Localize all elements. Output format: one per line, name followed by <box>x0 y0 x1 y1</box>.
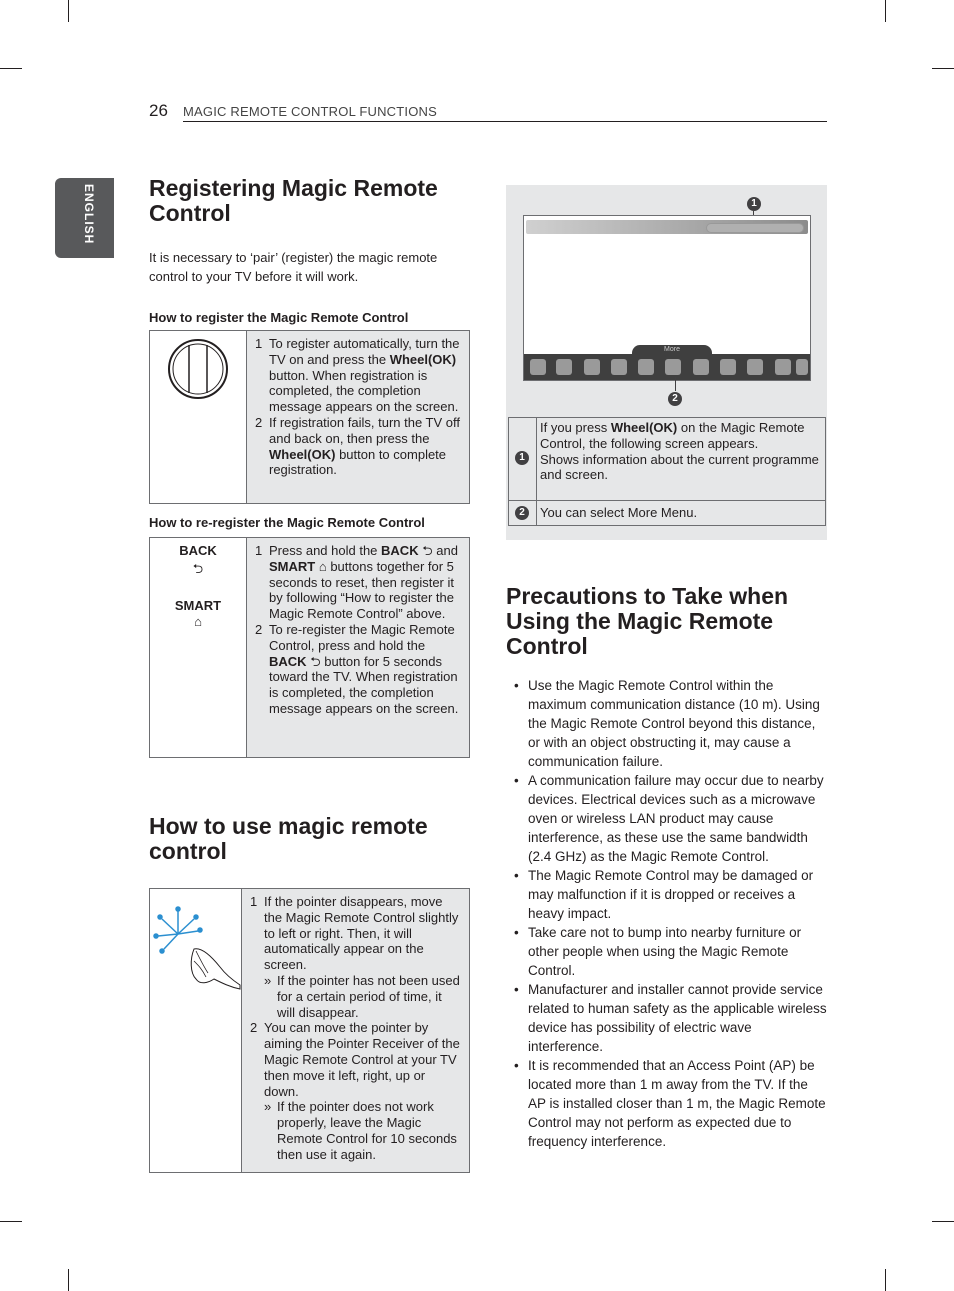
step-text: If the pointer disappears, move the Magic Remote Control slightly to left or right. Then, it will automatically appear on the screen. <box>264 894 459 973</box>
dock-record-icon[interactable] <box>665 359 681 375</box>
step-number: 2 <box>250 1020 258 1036</box>
back-icon: ⮌ <box>422 543 433 558</box>
precaution-item: • Manufacturer and installer cannot provide service related to human safety as the applicable wireless device has possibility of electric wave interference. <box>506 980 828 1056</box>
callout-row-2 <box>508 500 826 526</box>
info-bar <box>526 220 808 234</box>
callout-1-badge: 1 <box>515 451 529 465</box>
wheel-ok-label: Wheel(OK) <box>610 420 678 435</box>
crop-mark <box>0 1221 22 1222</box>
note-text: If the pointer has not been used for a certain period of time, it will disappear. <box>277 972 460 1020</box>
step-text: You can move the pointer by aiming the Pointer Receiver of the Magic Remote Control at your TV then move it left, right, up or down. <box>264 1020 460 1099</box>
language-tab-label: ENGLISH <box>82 184 96 245</box>
page-number: 26 <box>149 101 168 120</box>
precaution-item: • Take care not to bump into nearby furniture or other people when using the Magic Remote Control. <box>506 923 828 980</box>
reregister-box <box>149 537 470 758</box>
header-rule <box>183 121 827 122</box>
dock-tv-icon[interactable] <box>530 359 546 375</box>
reregister-keys <box>150 538 247 757</box>
step-text: To register automatically, turn the TV on and press the <box>269 336 460 367</box>
crop-mark <box>68 1269 69 1291</box>
step-text: button. When registration is completed, the completion message appears on the screen. <box>269 367 459 415</box>
row-text: Shows information about the current programme and screen. <box>540 451 819 483</box>
register-steps <box>247 331 469 503</box>
use-step <box>250 1020 461 1099</box>
step-text: To re-register the Magic Remote Control, press and hold the <box>269 621 455 653</box>
step-number: 2 <box>255 414 263 430</box>
reregister-steps <box>247 538 469 757</box>
smart-key-label: SMART <box>174 598 222 613</box>
callout-2-badge: 2 <box>515 506 529 520</box>
precaution-item: • The Magic Remote Control may be damaged or may malfunction if it is dropped or receives a heavy impact. <box>506 866 828 923</box>
note-mark: » <box>264 972 272 988</box>
dock-globe-icon[interactable] <box>584 359 600 375</box>
more-tab[interactable]: More <box>632 345 712 355</box>
info-pill <box>706 223 804 233</box>
registering-title: Registering Magic Remote Control <box>149 175 438 226</box>
dock-guide-icon[interactable] <box>638 359 654 375</box>
use-step <box>250 894 461 973</box>
step-number: 1 <box>255 336 263 351</box>
step-text: If registration fails, turn the TV off and back on, then press the <box>269 414 461 446</box>
callout-row-num <box>509 501 537 525</box>
callout-row-text: You can select More Menu. <box>540 505 698 520</box>
step-text: buttons together for 5 seconds to reset, then register it by following “How to register the Magic Remote Control” above. <box>269 558 454 622</box>
pointer-hand-icon <box>150 889 241 1009</box>
register-illustration <box>150 331 247 503</box>
more-menu-dock <box>524 346 810 380</box>
register-step <box>255 415 461 478</box>
precautions-list <box>506 676 828 1151</box>
dock-search-icon[interactable] <box>611 359 627 375</box>
crop-mark <box>932 1221 954 1222</box>
row-text: on the Magic Remote Control, the following screen appears. <box>540 420 805 451</box>
callout-row-1 <box>508 417 826 501</box>
dock-input-icon[interactable] <box>775 359 791 375</box>
dock-timer-icon[interactable] <box>693 359 709 375</box>
pointer-illustration <box>150 889 242 1172</box>
crop-mark <box>68 0 69 22</box>
crop-mark <box>885 1269 886 1291</box>
how-to-use-title: How to use magic remote control <box>149 813 428 864</box>
wheel-ok-label: Wheel(OK) <box>269 446 336 462</box>
step-number: 1 <box>255 543 263 558</box>
back-icon: ⮌ <box>192 561 204 576</box>
note-mark: » <box>264 1099 272 1115</box>
precautions-title: Precautions to Take when Using the Magic Remote Control <box>506 583 789 659</box>
smart-icon: ⌂ <box>318 558 327 574</box>
dock-audio-icon[interactable] <box>747 359 763 375</box>
reregister-step <box>255 622 461 717</box>
screen-figure <box>506 185 827 540</box>
step-number: 2 <box>255 621 263 637</box>
row-text: If you press <box>540 420 611 435</box>
back-key-label: BACK <box>179 543 217 558</box>
use-note <box>250 973 461 1020</box>
how-to-use-box <box>149 888 470 1173</box>
precaution-item: • It is recommended that an Access Point (AP) be located more than 1 m away from the TV. If the AP is installed closer than 1 m, the Magic Remote Control may not perform as expected due to frequency interference. <box>506 1056 828 1151</box>
use-note <box>250 1099 461 1162</box>
back-label: BACK <box>269 653 307 669</box>
step-number: 1 <box>250 894 258 909</box>
registering-intro: It is necessary to ‘pair’ (register) the magic remote control to your TV before it will work. <box>149 250 438 284</box>
wheel-ok-label: Wheel(OK) <box>389 351 457 367</box>
dock-subtitle-icon[interactable] <box>720 359 736 375</box>
how-to-use-steps <box>242 889 469 1172</box>
step-text: and <box>432 543 458 558</box>
register-box <box>149 330 470 504</box>
register-step <box>255 336 461 415</box>
dock-settings-icon[interactable] <box>556 359 572 375</box>
precaution-item: • A communication failure may occur due to nearby devices. Electrical devices such as a microwave oven or wireless LAN product may cause interference, as these use the same bandwidth (2.4 GHz) as the Magic Remote Control. <box>506 771 828 866</box>
note-text: If the pointer does not work properly, leave the Magic Remote Control for 10 seconds then use it again. <box>277 1099 457 1162</box>
crop-mark <box>0 68 22 69</box>
callout-row-num <box>509 418 537 500</box>
callout-1: 1 <box>747 197 761 211</box>
step-text: button for 5 seconds toward the TV. When registration is completed, the completion message appears on the screen. <box>269 653 459 716</box>
callout-2: 2 <box>668 392 682 406</box>
callout-2-leader <box>675 377 676 391</box>
back-label: BACK <box>381 543 419 558</box>
step-text: button to complete registration. <box>269 446 447 478</box>
wheel-button-icon <box>150 331 246 503</box>
step-text: Press and hold the <box>269 543 382 558</box>
section-title: MAGIC REMOTE CONTROL FUNCTIONS <box>183 104 437 119</box>
tv-screen <box>523 215 811 381</box>
reregister-step <box>255 543 461 622</box>
callout-row-text <box>540 418 825 485</box>
how-to-reregister-heading: How to re-register the Magic Remote Control <box>149 515 425 530</box>
how-to-register-heading: How to register the Magic Remote Control <box>149 310 409 325</box>
language-tab <box>55 178 114 258</box>
smart-icon: ⌂ <box>194 614 202 629</box>
back-icon: ⮌ <box>310 653 321 669</box>
crop-mark <box>885 0 886 22</box>
smart-label: SMART <box>269 558 316 574</box>
dock-close-icon[interactable] <box>796 359 808 375</box>
precaution-item: • Use the Magic Remote Control within the maximum communication distance (10 m). Using the Magic Remote Control beyond this distance, or with an object obstructing it, may cause a communication failure. <box>506 676 828 771</box>
crop-mark <box>932 68 954 69</box>
